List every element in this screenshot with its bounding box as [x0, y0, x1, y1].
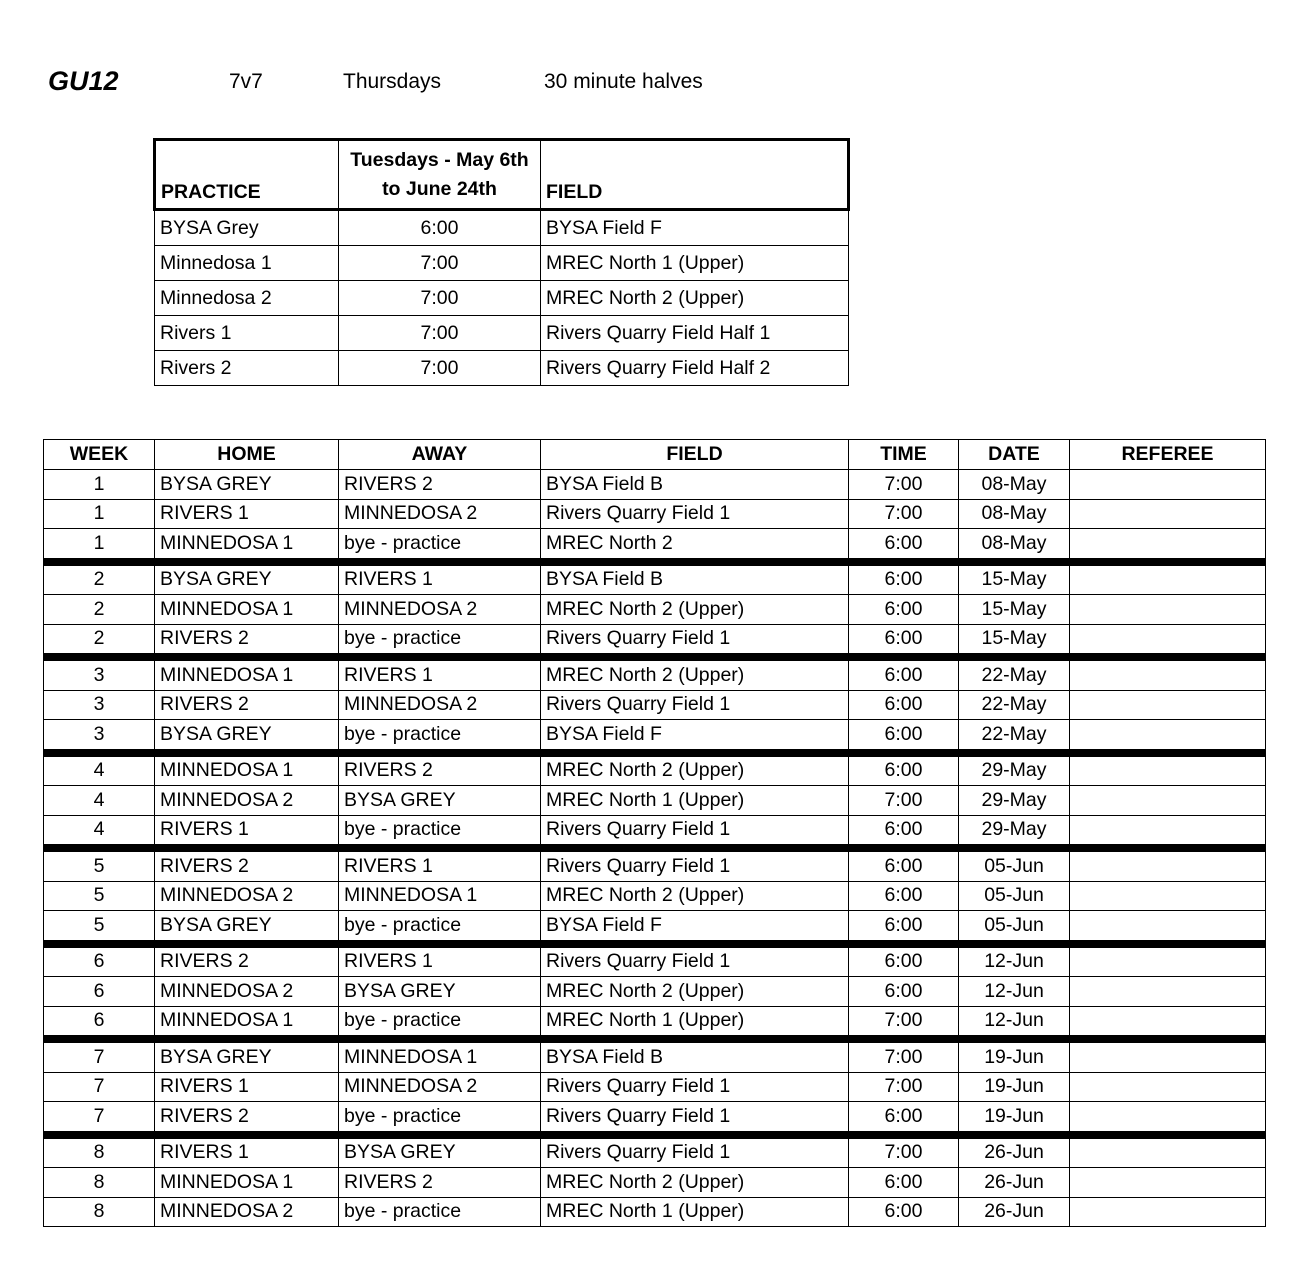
schedule-header-home: HOME: [155, 440, 339, 470]
schedule-away-cell: bye - practice: [339, 911, 541, 944]
schedule-week-cell: 8: [44, 1197, 155, 1227]
schedule-away-cell: bye - practice: [339, 1197, 541, 1227]
schedule-field-cell: Rivers Quarry Field 1: [541, 499, 849, 529]
schedule-field-cell: BYSA Field B: [541, 470, 849, 500]
schedule-referee-cell: [1070, 977, 1266, 1007]
schedule-row: [44, 529, 1266, 562]
practice-time-header: [339, 140, 541, 210]
schedule-away-cell: BYSA GREY: [339, 1135, 541, 1168]
schedule-referee-cell: [1070, 1006, 1266, 1039]
schedule-field-cell: MREC North 2 (Upper): [541, 1168, 849, 1198]
schedule-date-cell: 05-Jun: [959, 911, 1070, 944]
schedule-time-cell: 6:00: [849, 881, 959, 911]
schedule-row: [44, 562, 1266, 595]
schedule-home-cell: BYSA GREY: [155, 1039, 339, 1072]
schedule-time-cell: 6:00: [849, 848, 959, 881]
schedule-time-cell: 6:00: [849, 657, 959, 690]
schedule-date-cell: 29-May: [959, 786, 1070, 816]
schedule-date-cell: 26-Jun: [959, 1197, 1070, 1227]
schedule-date-cell: 19-Jun: [959, 1072, 1070, 1102]
schedule-home-cell: RIVERS 1: [155, 1072, 339, 1102]
schedule-time-cell: 7:00: [849, 1135, 959, 1168]
halves-length: 30 minute halves: [544, 70, 703, 93]
schedule-time-cell: 6:00: [849, 595, 959, 625]
schedule-field-cell: BYSA Field B: [541, 562, 849, 595]
schedule-referee-cell: [1070, 1135, 1266, 1168]
schedule-referee-cell: [1070, 753, 1266, 786]
schedule-referee-cell: [1070, 848, 1266, 881]
schedule-field-cell: Rivers Quarry Field 1: [541, 944, 849, 977]
schedule-date-cell: 22-May: [959, 720, 1070, 753]
division-title: GU12: [48, 66, 119, 96]
schedule-date-cell: 05-Jun: [959, 881, 1070, 911]
practice-time-cell: 7:00: [339, 281, 541, 316]
schedule-away-cell: bye - practice: [339, 624, 541, 657]
schedule-header-date: DATE: [959, 440, 1070, 470]
schedule-date-cell: 12-Jun: [959, 977, 1070, 1007]
schedule-week-cell: 3: [44, 720, 155, 753]
schedule-home-cell: MINNEDOSA 1: [155, 657, 339, 690]
schedule-referee-cell: [1070, 944, 1266, 977]
practice-header-row: [155, 140, 849, 210]
schedule-row: [44, 786, 1266, 816]
schedule-week-cell: 4: [44, 753, 155, 786]
schedule-away-cell: RIVERS 2: [339, 1168, 541, 1198]
schedule-home-cell: MINNEDOSA 2: [155, 977, 339, 1007]
schedule-week-cell: 5: [44, 911, 155, 944]
schedule-home-cell: RIVERS 1: [155, 815, 339, 848]
schedule-referee-cell: [1070, 815, 1266, 848]
schedule-referee-cell: [1070, 786, 1266, 816]
schedule-home-cell: RIVERS 2: [155, 690, 339, 720]
practice-time-cell: 7:00: [339, 316, 541, 351]
schedule-referee-cell: [1070, 657, 1266, 690]
schedule-date-cell: 12-Jun: [959, 1006, 1070, 1039]
schedule-field-cell: MREC North 2 (Upper): [541, 977, 849, 1007]
schedule-home-cell: MINNEDOSA 1: [155, 529, 339, 562]
schedule-date-cell: 15-May: [959, 624, 1070, 657]
schedule-date-cell: 22-May: [959, 690, 1070, 720]
schedule-week-cell: 7: [44, 1072, 155, 1102]
schedule-week-cell: 5: [44, 881, 155, 911]
practice-team-cell: BYSA Grey: [155, 210, 339, 246]
schedule-week-cell: 5: [44, 848, 155, 881]
schedule-week-cell: 6: [44, 944, 155, 977]
schedule-date-cell: 08-May: [959, 499, 1070, 529]
schedule-referee-cell: [1070, 911, 1266, 944]
practice-table: [153, 138, 850, 386]
schedule-away-cell: MINNEDOSA 1: [339, 1039, 541, 1072]
schedule-referee-cell: [1070, 624, 1266, 657]
schedule-time-cell: 6:00: [849, 1168, 959, 1198]
practice-field-cell: BYSA Field F: [541, 210, 849, 246]
schedule-home-cell: BYSA GREY: [155, 911, 339, 944]
schedule-home-cell: MINNEDOSA 1: [155, 753, 339, 786]
practice-row: [155, 210, 849, 246]
schedule-time-cell: 7:00: [849, 499, 959, 529]
practice-row: [155, 246, 849, 281]
schedule-row: [44, 881, 1266, 911]
practice-team-cell: Rivers 2: [155, 351, 339, 386]
schedule-field-cell: MREC North 2: [541, 529, 849, 562]
schedule-time-cell: 7:00: [849, 1006, 959, 1039]
schedule-home-cell: RIVERS 2: [155, 624, 339, 657]
schedule-time-cell: 6:00: [849, 753, 959, 786]
schedule-row: [44, 977, 1266, 1007]
schedule-time-cell: 7:00: [849, 1072, 959, 1102]
schedule-referee-cell: [1070, 562, 1266, 595]
practice-time-header-line1: Tuesdays - May 6th: [350, 148, 529, 171]
schedule-row: [44, 1039, 1266, 1072]
schedule-row: [44, 848, 1266, 881]
schedule-date-cell: 19-Jun: [959, 1039, 1070, 1072]
schedule-field-cell: Rivers Quarry Field 1: [541, 1072, 849, 1102]
schedule-week-cell: 1: [44, 529, 155, 562]
schedule-home-cell: RIVERS 1: [155, 1135, 339, 1168]
schedule-row: [44, 595, 1266, 625]
schedule-row: [44, 1197, 1266, 1227]
practice-team-cell: Minnedosa 2: [155, 281, 339, 316]
game-day: Thursdays: [343, 70, 442, 93]
schedule-row: [44, 720, 1266, 753]
schedule-week-cell: 8: [44, 1168, 155, 1198]
schedule-row: [44, 944, 1266, 977]
schedule-date-cell: 29-May: [959, 815, 1070, 848]
game-format: 7v7: [229, 70, 263, 93]
schedule-field-cell: MREC North 2 (Upper): [541, 595, 849, 625]
schedule-field-cell: BYSA Field F: [541, 911, 849, 944]
practice-field-cell: Rivers Quarry Field Half 1: [541, 316, 849, 351]
schedule-time-cell: 6:00: [849, 1197, 959, 1227]
schedule-header-field: FIELD: [541, 440, 849, 470]
schedule-header-away: AWAY: [339, 440, 541, 470]
schedule-date-cell: 12-Jun: [959, 944, 1070, 977]
schedule-time-cell: 6:00: [849, 911, 959, 944]
practice-team-header: PRACTICE: [155, 140, 339, 210]
schedule-away-cell: RIVERS 1: [339, 944, 541, 977]
schedule-week-cell: 2: [44, 595, 155, 625]
schedule-date-cell: 15-May: [959, 562, 1070, 595]
schedule-row: [44, 911, 1266, 944]
schedule-row: [44, 624, 1266, 657]
schedule-away-cell: MINNEDOSA 2: [339, 499, 541, 529]
schedule-away-cell: MINNEDOSA 2: [339, 595, 541, 625]
practice-field-header: FIELD: [541, 140, 849, 210]
schedule-date-cell: 15-May: [959, 595, 1070, 625]
schedule-date-cell: 05-Jun: [959, 848, 1070, 881]
practice-row: [155, 351, 849, 386]
schedule-referee-cell: [1070, 1168, 1266, 1198]
schedule-table: [43, 439, 1266, 1227]
schedule-home-cell: RIVERS 1: [155, 499, 339, 529]
practice-row: [155, 316, 849, 351]
schedule-time-cell: 6:00: [849, 944, 959, 977]
practice-time-cell: 6:00: [339, 210, 541, 246]
schedule-week-cell: 2: [44, 562, 155, 595]
schedule-referee-cell: [1070, 1072, 1266, 1102]
schedule-home-cell: RIVERS 2: [155, 944, 339, 977]
schedule-time-cell: 7:00: [849, 786, 959, 816]
schedule-field-cell: Rivers Quarry Field 1: [541, 624, 849, 657]
schedule-week-cell: 1: [44, 470, 155, 500]
schedule-week-cell: 3: [44, 657, 155, 690]
schedule-row: [44, 470, 1266, 500]
schedule-away-cell: RIVERS 2: [339, 470, 541, 500]
schedule-field-cell: Rivers Quarry Field 1: [541, 1135, 849, 1168]
schedule-home-cell: RIVERS 2: [155, 848, 339, 881]
schedule-date-cell: 26-Jun: [959, 1135, 1070, 1168]
schedule-row: [44, 1135, 1266, 1168]
schedule-referee-cell: [1070, 1197, 1266, 1227]
schedule-week-cell: 3: [44, 690, 155, 720]
schedule-field-cell: Rivers Quarry Field 1: [541, 815, 849, 848]
practice-time-header-line2: to June 24th: [382, 177, 497, 200]
schedule-date-cell: 08-May: [959, 470, 1070, 500]
schedule-field-cell: MREC North 1 (Upper): [541, 1006, 849, 1039]
schedule-field-cell: MREC North 1 (Upper): [541, 786, 849, 816]
schedule-row: [44, 1102, 1266, 1135]
schedule-field-cell: BYSA Field F: [541, 720, 849, 753]
practice-field-cell: Rivers Quarry Field Half 2: [541, 351, 849, 386]
schedule-field-cell: Rivers Quarry Field 1: [541, 1102, 849, 1135]
schedule-home-cell: MINNEDOSA 2: [155, 786, 339, 816]
schedule-home-cell: BYSA GREY: [155, 470, 339, 500]
schedule-away-cell: bye - practice: [339, 815, 541, 848]
schedule-away-cell: BYSA GREY: [339, 977, 541, 1007]
schedule-home-cell: MINNEDOSA 1: [155, 1168, 339, 1198]
schedule-away-cell: RIVERS 1: [339, 848, 541, 881]
schedule-row: [44, 499, 1266, 529]
schedule-away-cell: BYSA GREY: [339, 786, 541, 816]
schedule-week-cell: 6: [44, 1006, 155, 1039]
schedule-row: [44, 815, 1266, 848]
schedule-field-cell: MREC North 2 (Upper): [541, 881, 849, 911]
schedule-referee-cell: [1070, 529, 1266, 562]
schedule-time-cell: 6:00: [849, 529, 959, 562]
schedule-home-cell: BYSA GREY: [155, 562, 339, 595]
schedule-referee-cell: [1070, 470, 1266, 500]
schedule-row: [44, 1168, 1266, 1198]
schedule-date-cell: 29-May: [959, 753, 1070, 786]
schedule-week-cell: 7: [44, 1102, 155, 1135]
schedule-header-week: WEEK: [44, 440, 155, 470]
schedule-date-cell: 08-May: [959, 529, 1070, 562]
schedule-header-row: [44, 440, 1266, 470]
schedule-away-cell: bye - practice: [339, 1102, 541, 1135]
schedule-home-cell: MINNEDOSA 2: [155, 1197, 339, 1227]
schedule-row: [44, 657, 1266, 690]
schedule-time-cell: 7:00: [849, 470, 959, 500]
schedule-week-cell: 4: [44, 815, 155, 848]
schedule-time-cell: 6:00: [849, 815, 959, 848]
schedule-header-time: TIME: [849, 440, 959, 470]
schedule-week-cell: 8: [44, 1135, 155, 1168]
schedule-field-cell: MREC North 2 (Upper): [541, 657, 849, 690]
schedule-referee-cell: [1070, 1039, 1266, 1072]
schedule-date-cell: 19-Jun: [959, 1102, 1070, 1135]
schedule-home-cell: BYSA GREY: [155, 720, 339, 753]
practice-time-cell: 7:00: [339, 351, 541, 386]
schedule-away-cell: MINNEDOSA 1: [339, 881, 541, 911]
schedule-header-referee: REFEREE: [1070, 440, 1266, 470]
practice-team-cell: Rivers 1: [155, 316, 339, 351]
schedule-away-cell: RIVERS 1: [339, 562, 541, 595]
practice-time-cell: 7:00: [339, 246, 541, 281]
schedule-field-cell: MREC North 1 (Upper): [541, 1197, 849, 1227]
schedule-date-cell: 22-May: [959, 657, 1070, 690]
schedule-date-cell: 26-Jun: [959, 1168, 1070, 1198]
schedule-away-cell: MINNEDOSA 2: [339, 690, 541, 720]
practice-field-cell: MREC North 1 (Upper): [541, 246, 849, 281]
schedule-home-cell: MINNEDOSA 1: [155, 1006, 339, 1039]
schedule-away-cell: bye - practice: [339, 1006, 541, 1039]
schedule-home-cell: MINNEDOSA 1: [155, 595, 339, 625]
schedule-week-cell: 6: [44, 977, 155, 1007]
schedule-referee-cell: [1070, 720, 1266, 753]
schedule-referee-cell: [1070, 499, 1266, 529]
practice-team-cell: Minnedosa 1: [155, 246, 339, 281]
schedule-row: [44, 1072, 1266, 1102]
schedule-away-cell: bye - practice: [339, 529, 541, 562]
schedule-time-cell: 6:00: [849, 690, 959, 720]
schedule-referee-cell: [1070, 690, 1266, 720]
schedule-referee-cell: [1070, 1102, 1266, 1135]
practice-field-cell: MREC North 2 (Upper): [541, 281, 849, 316]
schedule-time-cell: 6:00: [849, 720, 959, 753]
schedule-away-cell: bye - practice: [339, 720, 541, 753]
schedule-row: [44, 753, 1266, 786]
schedule-field-cell: Rivers Quarry Field 1: [541, 848, 849, 881]
schedule-week-cell: 1: [44, 499, 155, 529]
schedule-row: [44, 690, 1266, 720]
schedule-time-cell: 6:00: [849, 977, 959, 1007]
schedule-field-cell: Rivers Quarry Field 1: [541, 690, 849, 720]
schedule-away-cell: RIVERS 1: [339, 657, 541, 690]
schedule-time-cell: 6:00: [849, 624, 959, 657]
schedule-home-cell: MINNEDOSA 2: [155, 881, 339, 911]
schedule-time-cell: 6:00: [849, 1102, 959, 1135]
schedule-field-cell: BYSA Field B: [541, 1039, 849, 1072]
schedule-week-cell: 2: [44, 624, 155, 657]
schedule-away-cell: RIVERS 2: [339, 753, 541, 786]
schedule-week-cell: 7: [44, 1039, 155, 1072]
schedule-week-cell: 4: [44, 786, 155, 816]
schedule-away-cell: MINNEDOSA 2: [339, 1072, 541, 1102]
schedule-referee-cell: [1070, 595, 1266, 625]
practice-row: [155, 281, 849, 316]
schedule-referee-cell: [1070, 881, 1266, 911]
schedule-field-cell: MREC North 2 (Upper): [541, 753, 849, 786]
schedule-time-cell: 7:00: [849, 1039, 959, 1072]
schedule-row: [44, 1006, 1266, 1039]
schedule-time-cell: 6:00: [849, 562, 959, 595]
schedule-home-cell: RIVERS 2: [155, 1102, 339, 1135]
